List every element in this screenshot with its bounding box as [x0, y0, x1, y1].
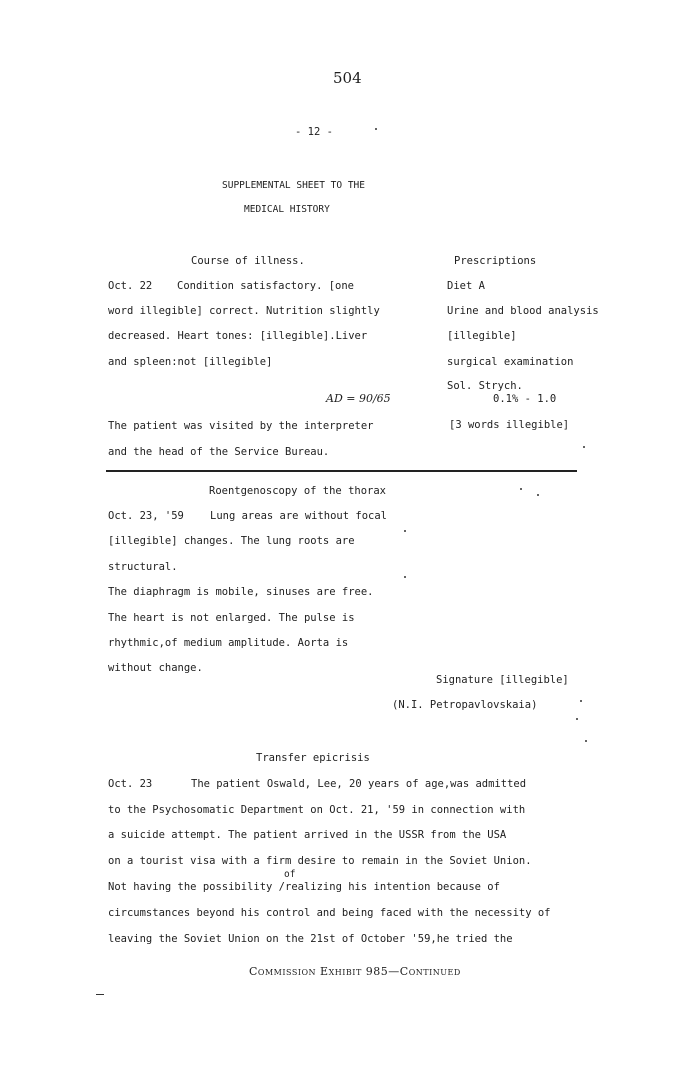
prescription-1: Diet A	[447, 280, 485, 292]
roentgen-line-5: The heart is not enlarged. The pulse is	[108, 612, 355, 624]
transfer-line-4: on a tourist visa with a firm desire to remain in the Soviet Union.	[108, 855, 532, 867]
scan-speck	[375, 128, 377, 130]
scan-speck	[520, 488, 522, 490]
signature-name: (N.I. Petropavlovskaia)	[392, 699, 538, 711]
prescriptions-header: Prescriptions	[454, 255, 537, 267]
transfer-line-1: The patient Oswald, Lee, 20 years of age,was admitted	[191, 778, 527, 790]
entry1-line-4: and spleen:not [illegible]	[108, 356, 273, 368]
prescription-7: [3 words illegible]	[449, 419, 570, 431]
entry1-line-3: decreased. Heart tones: [illegible].Liver	[108, 330, 368, 342]
roentgen-line-1: Lung areas are without focal	[210, 510, 388, 522]
signature-line: Signature [illegible]	[436, 674, 569, 686]
entry1-line-2: word illegible] correct. Nutrition slightly	[108, 305, 380, 317]
transfer-line-2: to the Psychosomatic Department on Oct. 21, '59 in connection with	[108, 804, 526, 816]
blood-pressure-value: AD = 90/65	[326, 392, 391, 405]
scan-speck	[404, 576, 406, 578]
roentgen-line-4: The diaphragm is mobile, sinuses are free.	[108, 586, 374, 598]
prescription-3: [illegible]	[447, 330, 517, 342]
roentgen-line-6: rhythmic,of medium amplitude. Aorta is	[108, 637, 349, 649]
prescription-4: surgical examination	[447, 356, 574, 368]
scan-speck	[96, 994, 104, 995]
heading-line-2: MEDICAL HISTORY	[244, 204, 330, 215]
entry1-date: Oct. 22	[108, 280, 153, 292]
roentgen-line-2: [illegible] changes. The lung roots are	[108, 535, 355, 547]
page-number: 504	[333, 69, 362, 87]
scan-speck	[576, 718, 578, 720]
transfer-title: Transfer epicrisis	[256, 752, 370, 764]
transfer-line-6: circumstances beyond his control and being faced with the necessity of	[108, 907, 551, 919]
heading-line-1: SUPPLEMENTAL SHEET TO THE	[222, 180, 365, 191]
prescription-2: Urine and blood analysis	[447, 305, 599, 317]
roentgen-line-7: without change.	[108, 662, 203, 674]
roentgen-line-3: structural.	[108, 561, 178, 573]
transfer-line-7: leaving the Soviet Union on the 21st of October '59,he tried the	[108, 933, 513, 945]
scan-speck	[404, 530, 406, 532]
transfer-date: Oct. 23	[108, 778, 153, 790]
sheet-number: - 12 -	[295, 126, 333, 138]
transfer-line-5: Not having the possibility /realizing his intention because of	[108, 881, 500, 893]
scan-speck	[537, 494, 539, 496]
transfer-insert: of	[284, 869, 296, 880]
course-of-illness-header: Course of illness.	[191, 255, 305, 267]
roentgen-title: Roentgenoscopy of the thorax	[209, 485, 387, 497]
roentgen-date: Oct. 23, '59	[108, 510, 184, 522]
prescription-5: Sol. Strych.	[447, 380, 523, 392]
exhibit-footer: Commission Exhibit 985—Continued	[249, 965, 461, 978]
scan-speck	[583, 446, 585, 448]
transfer-line-3: a suicide attempt. The patient arrived in the USSR from the USA	[108, 829, 507, 841]
entry1-line-5: The patient was visited by the interpreter	[108, 420, 374, 432]
scan-speck	[585, 740, 587, 742]
section-divider	[106, 470, 577, 472]
scan-speck	[580, 700, 582, 702]
entry1-line-6: and the head of the Service Bureau.	[108, 446, 330, 458]
prescription-6: 0.1% - 1.0	[493, 393, 557, 405]
entry1-line-1: Condition satisfactory. [one	[177, 280, 355, 292]
